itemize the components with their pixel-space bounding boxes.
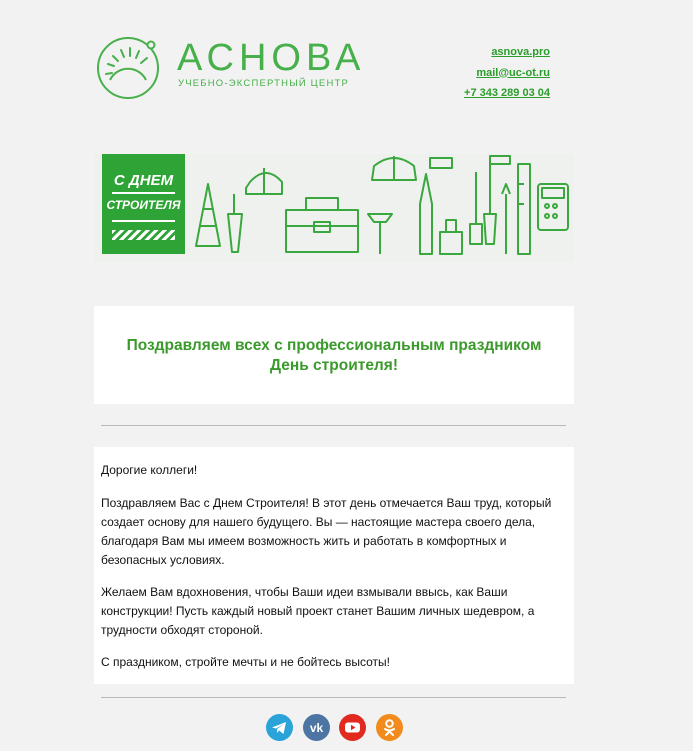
vk-icon[interactable] xyxy=(303,714,330,741)
letter-body xyxy=(94,447,574,684)
letter-closing: С праздником, стройте мечты и не бойтесь высоты! xyxy=(101,655,390,669)
svg-text:vk: vk xyxy=(309,721,324,735)
badge-divider xyxy=(112,220,175,222)
youtube-icon[interactable] xyxy=(339,714,366,741)
brand-name: АСНОВА xyxy=(177,37,366,79)
greeting-title xyxy=(94,336,574,376)
telegram-icon[interactable] xyxy=(266,714,293,741)
badge-divider xyxy=(112,192,175,194)
greeting-line2: День строителя! xyxy=(270,357,398,374)
contacts-block xyxy=(464,42,550,104)
banner-title-line2: СТРОИТЕЛЯ xyxy=(106,198,181,212)
logo-icon xyxy=(96,36,160,100)
email-link[interactable]: mail@uc-ot.ru xyxy=(476,66,550,79)
banner-title-line1: С ДНЕМ xyxy=(113,172,174,189)
odnoklassniki-icon[interactable] xyxy=(376,714,403,741)
greeting-card xyxy=(94,306,574,404)
phone-link[interactable]: +7 343 289 03 04 xyxy=(464,87,550,99)
builders-day-banner xyxy=(94,154,574,262)
banner-badge xyxy=(102,154,185,254)
greeting-line1: Поздравляем всех с профессиональным праздником xyxy=(126,337,542,354)
brand-subtitle: УЧЕБНО-ЭКСПЕРТНЫЙ ЦЕНТР xyxy=(178,78,350,89)
letter-salutation: Дорогие коллеги! xyxy=(101,463,198,477)
divider xyxy=(101,425,566,426)
site-link[interactable]: asnova.pro xyxy=(491,46,550,58)
email-header xyxy=(0,0,693,130)
letter-paragraph-1: Поздравляем Вас с Днем Строителя! В этот день отмечается Ваш труд, который создает основу для нашего будущего. Вы — настоящие мастера своего дела, благодаря Вам мы имеем возможность жить и работать в комфортных и безопасных условиях. xyxy=(101,496,552,567)
construction-tools-illustration xyxy=(190,154,574,262)
divider xyxy=(101,697,566,698)
letter-paragraph-2: Желаем Вам вдохновения, чтобы Ваши идеи взмывали ввысь, как Ваши конструкции! Пусть каждый новый проект станет Вашим личных шедевром, а трудности обходят стороной. xyxy=(101,585,535,637)
hazard-stripes xyxy=(112,230,175,240)
